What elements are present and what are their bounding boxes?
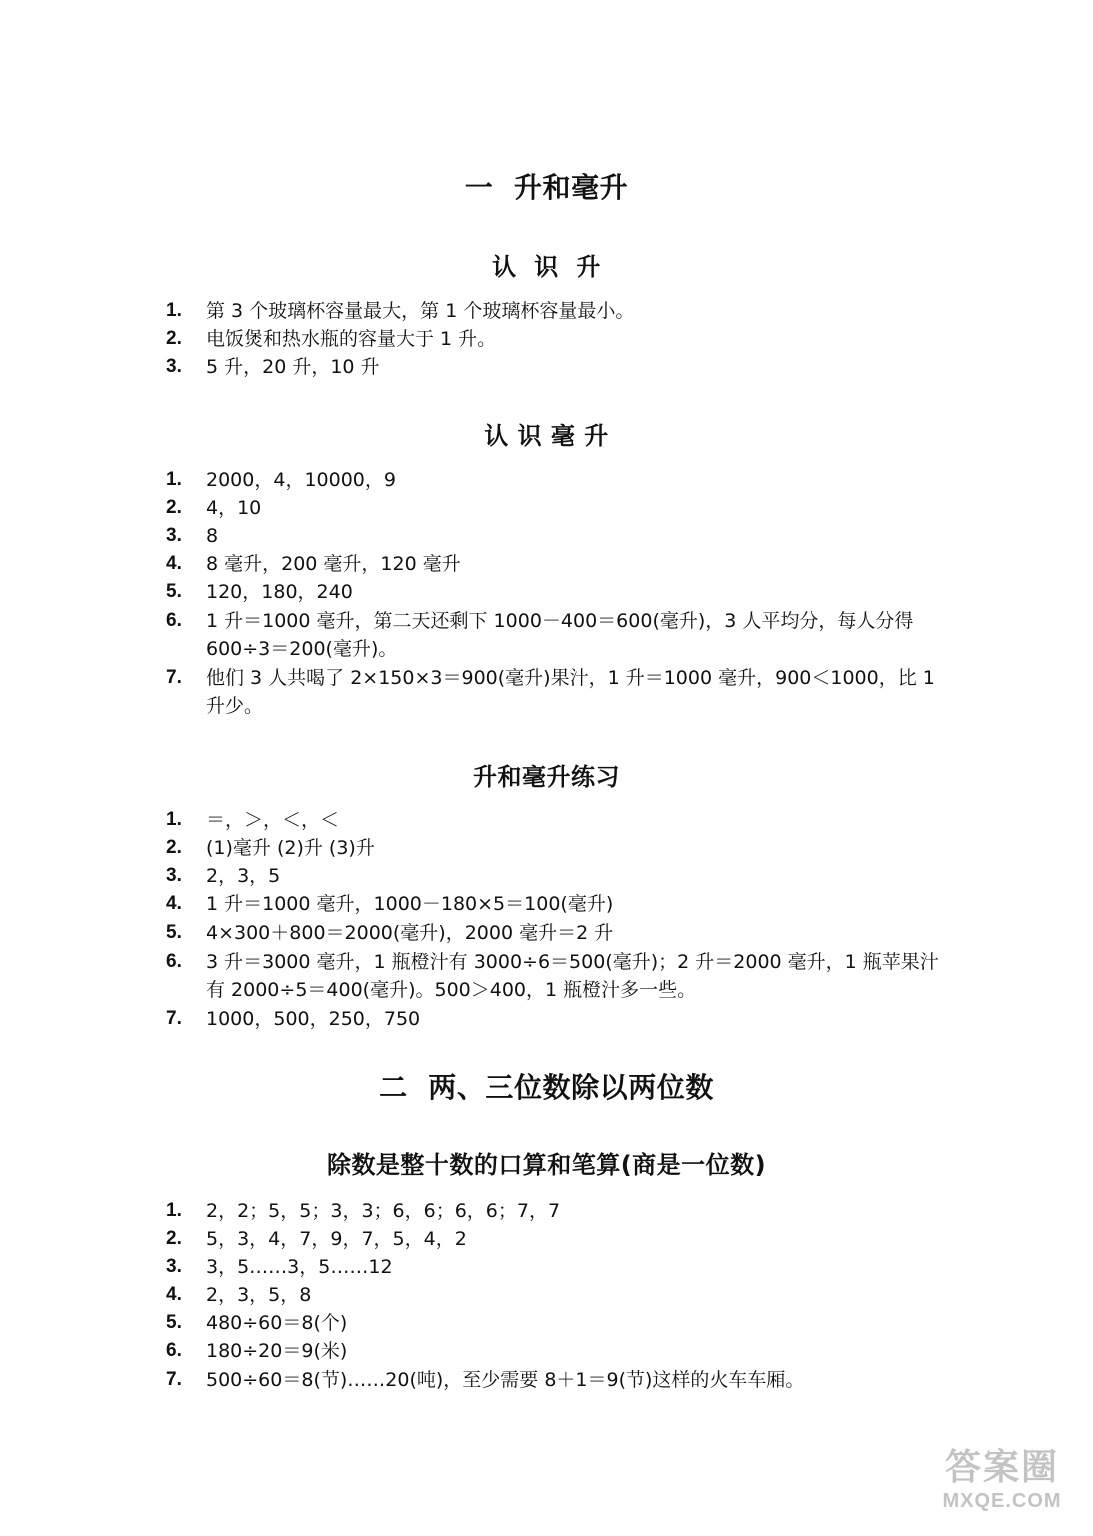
item-text: 2000，4，10000，9 xyxy=(206,469,396,491)
list-item xyxy=(166,664,946,720)
item-text: 2，2；5，5；3，3；6，6；6，6；7，7 xyxy=(206,1200,561,1222)
list-item xyxy=(166,297,946,325)
item-number: 7. xyxy=(166,667,182,688)
item-text: 8 毫升，200 毫升，120 毫升 xyxy=(206,553,461,575)
list-item xyxy=(166,1253,946,1281)
list-item xyxy=(166,948,946,1004)
item-number: 5. xyxy=(166,922,182,943)
item-text: 3，5……3，5……12 xyxy=(206,1256,393,1278)
chapter-1-title: 一 升和毫升 xyxy=(464,171,629,204)
item-number: 6. xyxy=(166,1340,182,1361)
list-item xyxy=(166,1366,946,1394)
list-item xyxy=(166,494,946,522)
list-item xyxy=(166,550,946,578)
list-item xyxy=(166,919,946,947)
list-item xyxy=(166,522,946,550)
section-title-division: 除数是整十数的口算和笔算(商是一位数) xyxy=(326,1151,767,1179)
item-number: 3. xyxy=(166,356,182,377)
item-text: 480÷60＝8(个) xyxy=(206,1312,348,1334)
list-item xyxy=(166,325,946,353)
item-number: 1. xyxy=(166,469,182,490)
list-item xyxy=(166,1281,946,1309)
item-text: 他们 3 人共喝了 2×150×3＝900(毫升)果汁，1 升＝1000 毫升，900＜1000，比 1 升少。 xyxy=(206,667,935,717)
item-text: 电饭煲和热水瓶的容量大于 1 升。 xyxy=(206,328,497,350)
item-number: 6. xyxy=(166,610,182,631)
item-text: 5，3，4，7，9，7，5，4，2 xyxy=(206,1228,467,1250)
item-number: 1. xyxy=(166,809,182,830)
list-item xyxy=(166,890,946,918)
item-text: 3 升＝3000 毫升，1 瓶橙汁有 3000÷6＝500(毫升)；2 升＝2000 毫升，1 瓶苹果汁有 2000÷5＝400(毫升)。500＞400，1 瓶橙汁多一些。 xyxy=(206,951,939,1001)
item-number: 2. xyxy=(166,1228,182,1249)
item-text: (1)毫升 (2)升 (3)升 xyxy=(206,837,375,859)
item-number: 7. xyxy=(166,1008,182,1029)
item-number: 5. xyxy=(166,1312,182,1333)
item-number: 3. xyxy=(166,865,182,886)
section-title-ren-shi-hao-sheng: 认 识 毫 升 xyxy=(484,422,609,450)
item-number: 4. xyxy=(166,893,182,914)
item-text: 120，180，240 xyxy=(206,581,353,603)
item-text: 第 3 个玻璃杯容量最大，第 1 个玻璃杯容量最小。 xyxy=(206,300,635,322)
item-text: 1000，500，250，750 xyxy=(206,1008,421,1030)
item-number: 7. xyxy=(166,1369,182,1390)
list-item xyxy=(166,862,946,890)
list-item xyxy=(166,607,946,663)
item-number: 1. xyxy=(166,300,182,321)
item-text: 8 xyxy=(206,525,219,547)
item-number: 1. xyxy=(166,1200,182,1221)
item-number: 2. xyxy=(166,837,182,858)
list-item xyxy=(166,1005,946,1033)
item-number: 4. xyxy=(166,553,182,574)
watermark-text-bottom: MXQE.COM xyxy=(942,1490,1062,1512)
item-number: 5. xyxy=(166,581,182,602)
item-text: 500÷60＝8(节)……20(吨)，至少需要 8＋1＝9(节)这样的火车车厢。 xyxy=(206,1369,805,1391)
item-text: 2，3，5，8 xyxy=(206,1284,312,1306)
list-item xyxy=(166,578,946,606)
item-number: 6. xyxy=(166,951,182,972)
item-number: 3. xyxy=(166,525,182,546)
item-text: 4×300＋800＝2000(毫升)，2000 毫升＝2 升 xyxy=(206,922,614,944)
list-item xyxy=(166,353,946,381)
list-item xyxy=(166,1197,946,1225)
item-text: ＝，＞，＜，＜ xyxy=(206,809,340,831)
section-title-practice: 升和毫升练习 xyxy=(473,763,620,791)
item-text: 4，10 xyxy=(206,497,262,519)
item-number: 2. xyxy=(166,497,182,518)
chapter-2-title: 二 两、三位数除以两位数 xyxy=(379,1071,714,1104)
list-item xyxy=(166,466,946,494)
item-text: 2，3，5 xyxy=(206,865,281,887)
item-number: 3. xyxy=(166,1256,182,1277)
item-text: 1 升＝1000 毫升，1000－180×5＝100(毫升) xyxy=(206,893,614,915)
list-item xyxy=(166,1225,946,1253)
item-text: 5 升，20 升，10 升 xyxy=(206,356,380,378)
watermark-text-top: 答案圈 xyxy=(944,1447,1059,1488)
list-item xyxy=(166,1337,946,1365)
watermark-logo xyxy=(927,1446,1077,1526)
item-number: 2. xyxy=(166,328,182,349)
item-number: 4. xyxy=(166,1284,182,1305)
item-text: 180÷20＝9(米) xyxy=(206,1340,348,1362)
list-item xyxy=(166,806,946,834)
item-text: 1 升＝1000 毫升，第二天还剩下 1000－400＝600(毫升)，3 人平均分，每人分得 600÷3＝200(毫升)。 xyxy=(206,610,914,660)
section-title-ren-shi-sheng: 认 识 升 xyxy=(492,253,601,281)
list-item xyxy=(166,1309,946,1337)
list-item xyxy=(166,834,946,862)
